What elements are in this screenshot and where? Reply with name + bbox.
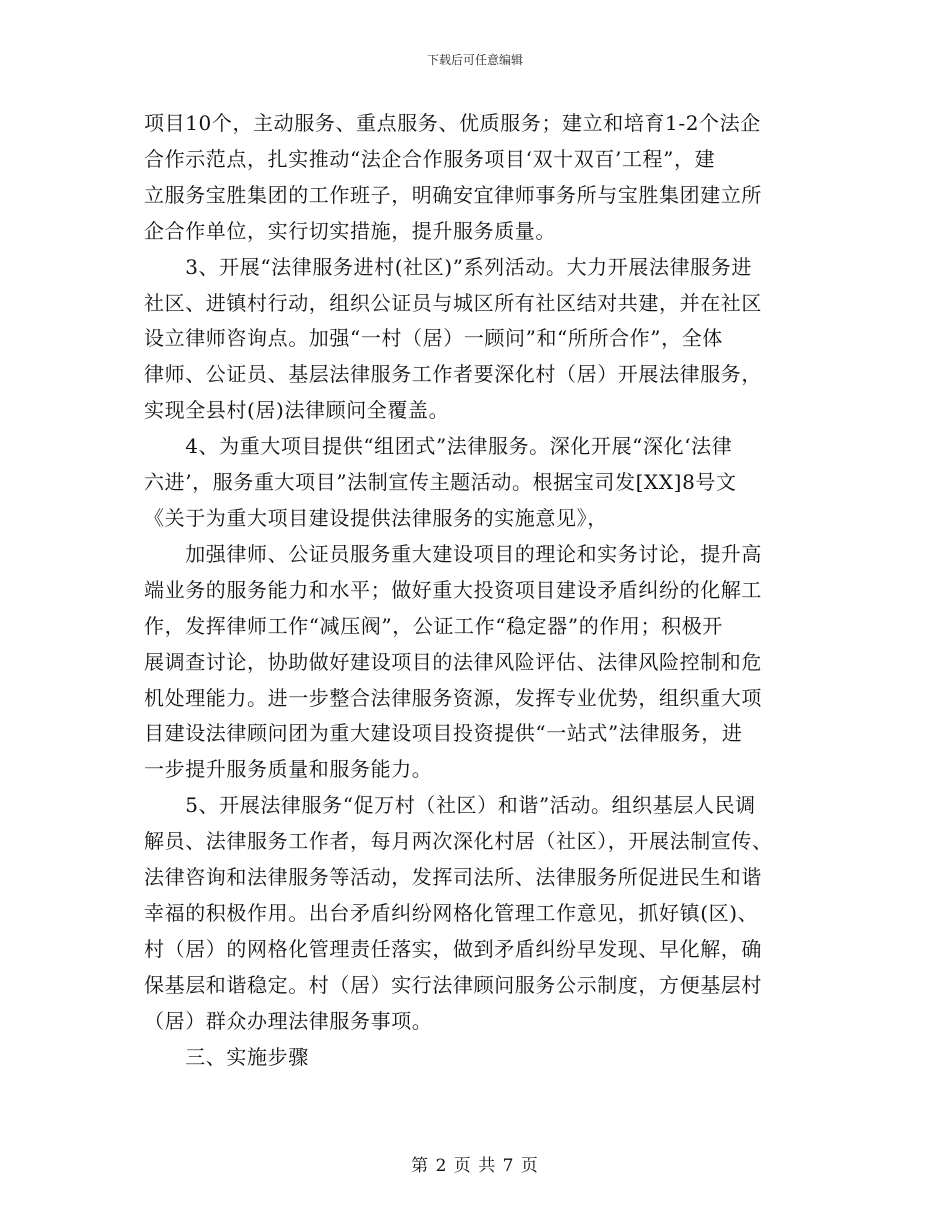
body-line: 合作示范点，扎实推动“法企合作服务项目‘双十双百’工程”，建: [144, 146, 716, 171]
body-line: 法律咨询和法律服务等活动，发挥司法所、法律服务所促进民生和谐: [144, 865, 762, 890]
page-number: 第 2 页 共 7 页: [411, 1156, 539, 1176]
body-line: 一步提升服务质量和服务能力。: [144, 757, 433, 782]
body-line: 保基层和谐稳定。村（居）实行法律顾问服务公示制度，方便基层村: [144, 972, 762, 997]
body-line: 5、开展法律服务“促万村（社区）和谐”活动。组织基层人民调: [144, 793, 756, 818]
body-line: 加强律师、公证员服务重大建设项目的理论和实务讨论，提升高: [144, 541, 762, 566]
body-line: 端业务的服务能力和水平；做好重大投资项目建设矛盾纠纷的化解工: [144, 577, 762, 602]
body-line: 实现全县村(居)法律顾问全覆盖。: [144, 398, 450, 423]
body-line: 律师、公证员、基层法律服务工作者要深化村（居）开展法律服务，: [144, 362, 762, 387]
body-line: （居）群众办理法律服务事项。: [144, 1008, 433, 1033]
body-line: 解员、法律服务工作者，每月两次深化村居（社区），开展法制宣传、: [144, 829, 773, 854]
body-line: 项目10个，主动服务、重点服务、优质服务；建立和培育1-2个法企: [144, 111, 761, 135]
body-line: 《关于为重大项目建设提供法律服务的实施意见》，: [144, 505, 608, 530]
body-line: 社区、进镇村行动，组织公证员与城区所有社区结对共建，并在社区: [144, 290, 762, 315]
body-line: 立服务宝胜集团的工作班子，明确安宜律师事务所与宝胜集团建立所: [144, 182, 762, 207]
body-line: 机处理能力。进一步整合法律服务资源，发挥专业优势，组织重大项: [144, 685, 762, 710]
body-line: 幸福的积极作用。出台矛盾纠纷网格化管理工作意见，抓好镇(区)、: [144, 900, 759, 925]
body-line: 村（居）的网格化管理责任落实，做到矛盾纠纷早发现、早化解，确: [144, 936, 762, 961]
body-line: 六进’，服务重大项目”法制宣传主题活动。根据宝司发[XX]8号文: [144, 470, 737, 495]
body-line: 展调查讨论，协助做好建设项目的法律风险评估、法律风险控制和危: [144, 649, 762, 674]
body-line: 目建设法律顾问团为重大建设项目投资提供“一站式”法律服务，进: [144, 721, 743, 746]
body-line: 企合作单位，实行切实措施，提升服务质量。: [144, 218, 556, 243]
body-line: 3、开展“法律服务进村(社区)”系列活动。大力开展法律服务进: [144, 254, 752, 279]
body-line: 作，发挥律师工作“减压阀”，公证工作“稳定器”的作用；积极开: [144, 613, 723, 638]
page-header: 下载后可任意编辑: [426, 53, 523, 67]
body-line: 4、为重大项目提供“组团式”法律服务。深化开展“深化‘法律: [144, 434, 733, 459]
document-body: [144, 106, 812, 1075]
section-heading: 三、实施步骤: [144, 1044, 309, 1069]
body-line: 设立律师咨询点。加强“一村（居）一顾问”和“所所合作”，全体: [144, 326, 723, 351]
